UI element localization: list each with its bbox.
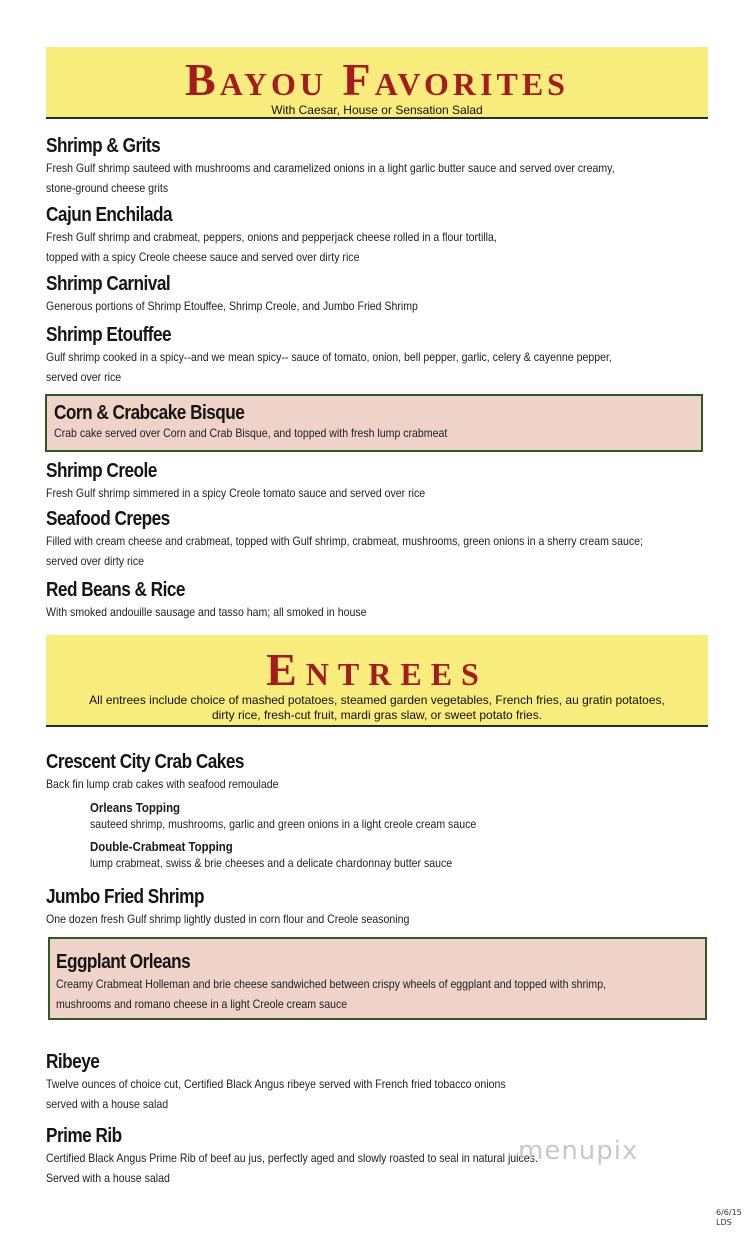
menu-item-shrimp-grits [46,134,686,198]
menupix-watermark: menupix [518,1136,639,1166]
item-name: Red Beans & Rice [46,579,185,601]
menu-item-crescent-city-crab-cakes [46,750,686,794]
item-desc-2: stone-ground cheese grits [46,181,169,195]
item-desc: Crab cake served over Corn and Crab Bisque, and topped with fresh lump crabmeat [54,426,448,440]
menu-item-jumbo-fried-shrimp [46,885,686,929]
item-name: Prime Rib [46,1125,122,1147]
item-desc: Generous portions of Shrimp Etouffee, Shrimp Creole, and Jumbo Fried Shrimp [46,299,418,313]
item-desc: With smoked andouille sausage and tasso ham; all smoked in house [46,605,367,619]
item-desc: Fresh Gulf shrimp and crabmeat, peppers, onions and pepperjack cheese rolled in a flour tortilla, [46,230,497,244]
entrees-banner [46,635,708,727]
item-desc: Fresh Gulf shrimp sauteed with mushrooms and caramelized onions in a light garlic butter sauce and served over creamy, [46,161,615,175]
menu-item-cajun-enchilada [46,203,686,267]
item-desc: Fresh Gulf shrimp simmered in a spicy Creole tomato sauce and served over rice [46,486,426,500]
item-desc-2: topped with a spicy Creole cheese sauce and served over dirty rice [46,250,360,264]
topping-name: Orleans Topping [90,800,181,815]
item-name: Jumbo Fried Shrimp [46,886,204,908]
topping-name: Double-Crabmeat Topping [90,839,233,854]
menu-item-shrimp-carnival [46,272,686,316]
bayou-favorites-title: Bayou Favorites [185,54,569,105]
entrees-title: Entrees [266,644,488,695]
item-name: Cajun Enchilada [46,204,173,226]
item-desc: One dozen fresh Gulf shrimp lightly dusted in corn flour and Creole seasoning [46,912,410,926]
item-desc: Twelve ounces of choice cut, Certified Black Angus ribeye served with French fried tobacco onions [46,1077,506,1091]
footer-date: 6/6/15 [716,1208,742,1217]
item-name: Shrimp & Grits [46,135,161,157]
item-name: Eggplant Orleans [56,951,191,973]
item-desc: Certified Black Angus Prime Rib of beef au jus, perfectly aged and slowly roasted to seal in natural juices. [46,1151,538,1165]
item-desc-2: served over dirty rice [46,554,145,568]
item-desc: Gulf shrimp cooked in a spicy--and we mean spicy-- sauce of tomato, onion, bell pepper, garlic, celery & cayenne pepper, [46,350,612,364]
menu-item-shrimp-creole [46,459,686,503]
topping-desc: lump crabmeat, swiss & brie cheeses and a delicate chardonnay butter sauce [90,856,453,870]
item-desc-2: served over rice [46,370,122,384]
footer-initials: LDS [716,1218,732,1227]
item-name: Shrimp Etouffee [46,324,172,346]
topping-double-crabmeat [90,838,690,872]
item-name: Shrimp Carnival [46,273,171,295]
item-desc: Back fin lump crab cakes with seafood remoulade [46,777,279,791]
footer-note [716,1208,742,1228]
featured-box-eggplant-orleans [48,937,707,1020]
menu-item-shrimp-etouffee [46,323,686,387]
menu-item-ribeye [46,1050,686,1114]
item-desc: Creamy Crabmeat Holleman and brie cheese sandwiched between crispy wheels of eggplant and topped with shrimp, [56,977,607,991]
item-desc: Filled with cream cheese and crabmeat, topped with Gulf shrimp, crabmeat, mushrooms, green onions in a sherry cream sauce; [46,534,643,548]
item-name: Shrimp Creole [46,460,157,482]
featured-box-corn-crabcake-bisque [45,394,703,452]
menu-item-red-beans-rice [46,578,686,622]
entrees-subtitle: All entrees include choice of mashed potatoes, steamed garden vegetables, French fries, au gratin potatoes, [89,693,665,707]
topping-orleans [90,799,690,833]
item-name: Ribeye [46,1051,100,1073]
topping-desc: sauteed shrimp, mushrooms, garlic and green onions in a light creole cream sauce [90,817,477,831]
bayou-favorites-banner [46,47,708,119]
item-name: Seafood Crepes [46,508,170,530]
item-name: Crescent City Crab Cakes [46,751,244,773]
menu-item-seafood-crepes [46,507,686,571]
item-desc-2: served with a house salad [46,1097,169,1111]
bayou-favorites-subtitle: With Caesar, House or Sensation Salad [271,103,483,117]
item-name: Corn & Crabcake Bisque [54,402,245,424]
entrees-subtitle-2: dirty rice, fresh-cut fruit, mardi gras slaw, or sweet potato fries. [211,708,543,722]
item-desc-2: Served with a house salad [46,1171,170,1185]
item-desc-2: mushrooms and romano cheese in a light Creole cream sauce [56,997,348,1011]
